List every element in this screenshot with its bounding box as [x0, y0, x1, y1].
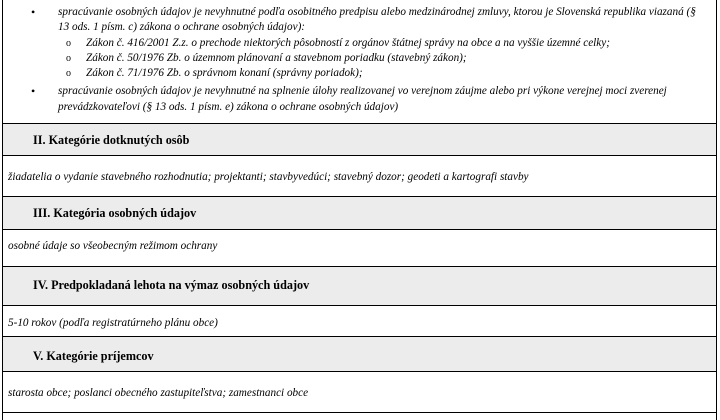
legal-basis-bullet: [0, 5, 716, 36]
bullet-text: spracúvanie osobných údajov je nevyhnutné na splnenie úlohy realizovanej vo verejnom záujme alebo pri výkone verejnej moci zverenej prevádzkovateľovi (§ 13 ods. 1 písm. e) zákona o ochrane osobných údajov): [58, 85, 667, 113]
law-reference-item: [0, 66, 716, 81]
bullet-icon: •: [31, 5, 36, 19]
row-divider: [2, 305, 716, 306]
law-reference-item: [0, 51, 716, 66]
section-heading: IV. Predpokladaná lehota na výmaz osobných údajov: [33, 278, 310, 292]
circle-bullet-icon: o: [66, 68, 71, 80]
circle-bullet-icon: o: [66, 52, 71, 64]
bullet-text: spracúvanie osobných údajov je nevyhnutné podľa osobitného predpisu alebo medzinárodnej zmluvy, ktorou je Slovenská republika viazaná (§ 13 ods. 1 písm. c) zákona o ochrane osobných údajov):: [58, 6, 696, 34]
row-divider: [2, 412, 716, 413]
law-reference-item: [0, 36, 716, 51]
section-content: osobné údaje so všeobecným režimom ochrany: [8, 240, 218, 252]
law-reference-text: Zákon č. 416/2001 Z.z. o prechode niektorých pôsobností z orgánov štátnej správy na obce a na vyššie územné celky;: [86, 36, 610, 49]
row-divider: [2, 155, 716, 156]
section-heading: V. Kategórie príjemcov: [33, 349, 154, 363]
table-border-right: [716, 0, 717, 420]
section-content: žiadatelia o vydanie stavebného rozhodnutia; projektanti; stavbyvedúci; stavebný dozor; geodeti a kartografi stavby: [8, 171, 529, 183]
section-content: starosta obce; poslanci obecného zastupiteľstva; zamestnanci obce: [8, 387, 309, 399]
row-divider: [2, 229, 716, 230]
legal-basis-bullet: [0, 84, 716, 115]
circle-bullet-icon: o: [66, 37, 71, 49]
law-reference-text: Zákon č. 71/1976 Zb. o správnom konaní (správny poriadok);: [86, 67, 363, 80]
row-divider: [2, 371, 716, 372]
section-heading: III. Kategória osobných údajov: [33, 206, 197, 220]
law-reference-text: Zákon č. 50/1976 Zb. o územnom plánovaní a stavebnom poriadku (stavebný zákon);: [86, 51, 467, 64]
bullet-icon: •: [31, 84, 36, 99]
section-heading: II. Kategórie dotknutých osôb: [33, 133, 190, 147]
section-content: 5-10 rokov (podľa registratúrneho plánu obce): [8, 317, 218, 329]
legal-basis-list: [0, 5, 716, 115]
